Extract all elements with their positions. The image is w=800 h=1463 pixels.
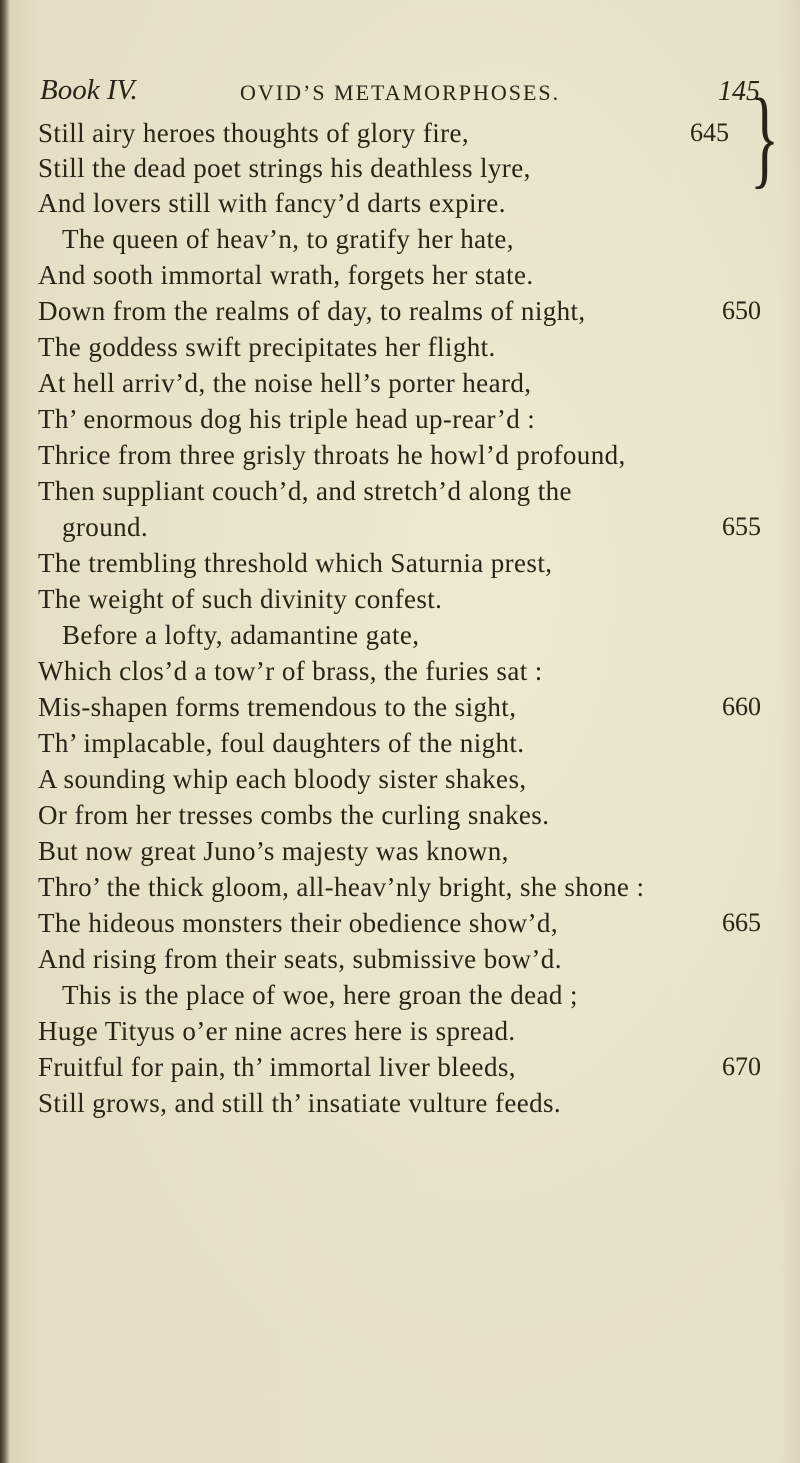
verse-line: Or from her tresses combs the curling snakes. — [38, 800, 550, 830]
running-title: OVID’S METAMORPHOSES. — [240, 80, 561, 105]
verse-line: At hell arriv’d, the noise hell’s porter heard, — [38, 368, 532, 398]
verse-line: The weight of such divinity confest. — [38, 584, 443, 614]
line-number: 645 — [690, 118, 729, 147]
verse-line-continuation: ground. — [62, 512, 149, 542]
line-number: 665 — [722, 908, 761, 937]
line-number: 655 — [722, 512, 761, 541]
verse-line: The trembling threshold which Saturnia prest, — [38, 548, 553, 578]
verse-line: Thro’ the thick gloom, all-heav’nly bright, she shone : — [38, 872, 645, 902]
verse-line: The hideous monsters their obedience show’d, — [38, 908, 558, 938]
line-number: 670 — [722, 1052, 761, 1081]
verse-line: Thrice from three grisly throats he howl’d profound, — [38, 440, 626, 470]
verse-line: And sooth immortal wrath, forgets her state. — [38, 260, 534, 290]
verse-line: Th’ enormous dog his triple head up-rear’d : — [38, 404, 536, 434]
verse-line: But now great Juno’s majesty was known, — [38, 836, 509, 866]
verse-line: Which clos’d a tow’r of brass, the furies sat : — [38, 656, 543, 686]
verse-line: Before a lofty, adamantine gate, — [62, 620, 420, 650]
book-label: Book IV. — [40, 74, 138, 106]
line-number: 660 — [722, 692, 761, 721]
verse-line: The queen of heav’n, to gratify her hate, — [62, 224, 514, 254]
verse-line: Then suppliant couch’d, and stretch’d along the — [38, 476, 572, 506]
verse-line: Huge Tityus o’er nine acres here is spread. — [38, 1016, 516, 1046]
line-number: 650 — [722, 296, 761, 325]
verse-line: Still grows, and still th’ insatiate vulture feeds. — [38, 1088, 562, 1118]
verse-line: This is the place of woe, here groan the dead ; — [62, 980, 578, 1010]
verse-line: The goddess swift precipitates her flight. — [38, 332, 496, 362]
verse-line: Down from the realms of day, to realms of night, — [38, 296, 586, 326]
verse-line: Mis-shapen forms tremendous to the sight, — [38, 692, 517, 722]
verse-line: A sounding whip each bloody sister shakes, — [38, 764, 527, 794]
verse-line: And rising from their seats, submissive bow’d. — [38, 944, 562, 974]
page-number: 145 — [718, 76, 760, 107]
verse-line: Fruitful for pain, th’ immortal liver bleeds, — [38, 1052, 516, 1082]
verse-line: Th’ implacable, foul daughters of the night. — [38, 728, 525, 758]
verse-line: And lovers still with fancy’d darts expire. — [38, 188, 506, 218]
verse-line: Still airy heroes thoughts of glory fire, — [38, 118, 470, 148]
triplet-brace: } — [750, 76, 780, 198]
verse-line: Still the dead poet strings his deathless lyre, — [38, 153, 531, 183]
